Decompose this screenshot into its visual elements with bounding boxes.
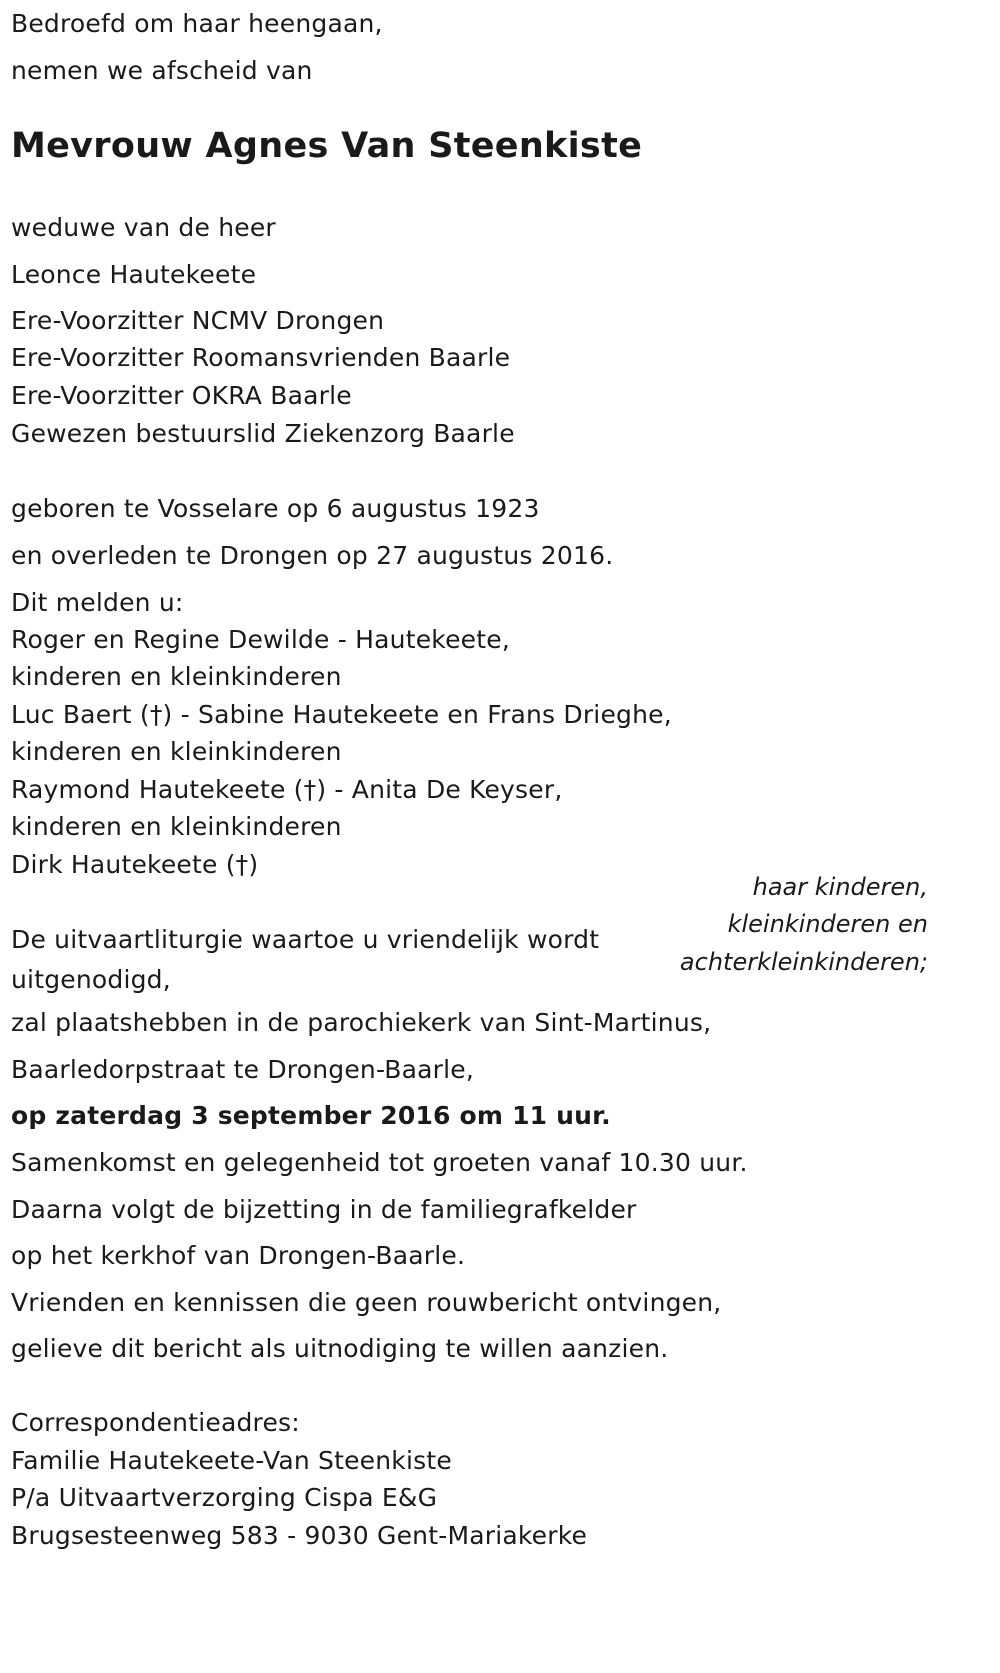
family-intro: Dit melden u: [11, 588, 184, 617]
notice-line-2: gelieve dit bericht als uitnodiging te willen aanzien. [11, 1334, 669, 1363]
family-line: Luc Baert (†) - Sabine Hautekeete en Frans Drieghe, [11, 700, 672, 729]
family-line: Raymond Hautekeete (†) - Anita De Keyser, [11, 775, 563, 804]
family-line: kinderen en kleinkinderen [11, 662, 342, 691]
honorary-title: Ere-Voorzitter OKRA Baarle [11, 381, 352, 410]
funeral-place: zal plaatshebben in de parochiekerk van Sint-Martinus, [11, 1008, 712, 1037]
family-line: kinderen en kleinkinderen [11, 812, 342, 841]
side-note-line: kleinkinderen en [727, 910, 928, 938]
side-note-line: achterkleinkinderen; [679, 948, 928, 976]
family-line: kinderen en kleinkinderen [11, 737, 342, 766]
honorary-title: Ere-Voorzitter Roomansvrienden Baarle [11, 343, 511, 372]
deceased-name: Mevrouw Agnes Van Steenkiste [11, 126, 643, 166]
burial-line-2: op het kerkhof van Drongen-Baarle. [11, 1241, 466, 1270]
notice-line-1: Vrienden en kennissen die geen rouwbericht ontvingen, [11, 1288, 722, 1317]
death-line: en overleden te Drongen op 27 augustus 2016. [11, 541, 614, 570]
burial-line-1: Daarna volgt de bijzetting in de familiegrafkelder [11, 1195, 637, 1224]
spouse-name: Leonce Hautekeete [11, 260, 257, 289]
gathering-line: Samenkomst en gelegenheid tot groeten vanaf 10.30 uur. [11, 1148, 748, 1177]
birth-line: geboren te Vosselare op 6 augustus 1923 [11, 494, 540, 523]
funeral-street: Baarledorpstraat te Drongen-Baarle, [11, 1055, 475, 1084]
funeral-invite: De uitvaartliturgie waartoe u vriendelijk wordt uitgenodigd, [11, 925, 600, 994]
widow-of-line: weduwe van de heer [11, 213, 276, 242]
intro-line-2: nemen we afscheid van [11, 56, 313, 85]
honorary-title: Ere-Voorzitter NCMV Drongen [11, 306, 385, 335]
funeral-datetime: op zaterdag 3 september 2016 om 11 uur. [11, 1101, 611, 1130]
family-line: Roger en Regine Dewilde - Hautekeete, [11, 625, 510, 654]
correspondence-label: Correspondentieadres: [11, 1408, 300, 1437]
family-line: Dirk Hautekeete (†) [11, 850, 259, 879]
correspondence-line: P/a Uitvaartverzorging Cispa E&G [11, 1483, 438, 1512]
side-note-line: haar kinderen, [752, 873, 928, 901]
correspondence-line: Familie Hautekeete-Van Steenkiste [11, 1446, 452, 1475]
intro-line-1: Bedroefd om haar heengaan, [11, 9, 383, 38]
correspondence-line: Brugsesteenweg 583 - 9030 Gent-Mariakerke [11, 1521, 588, 1550]
honorary-title: Gewezen bestuurslid Ziekenzorg Baarle [11, 419, 515, 448]
